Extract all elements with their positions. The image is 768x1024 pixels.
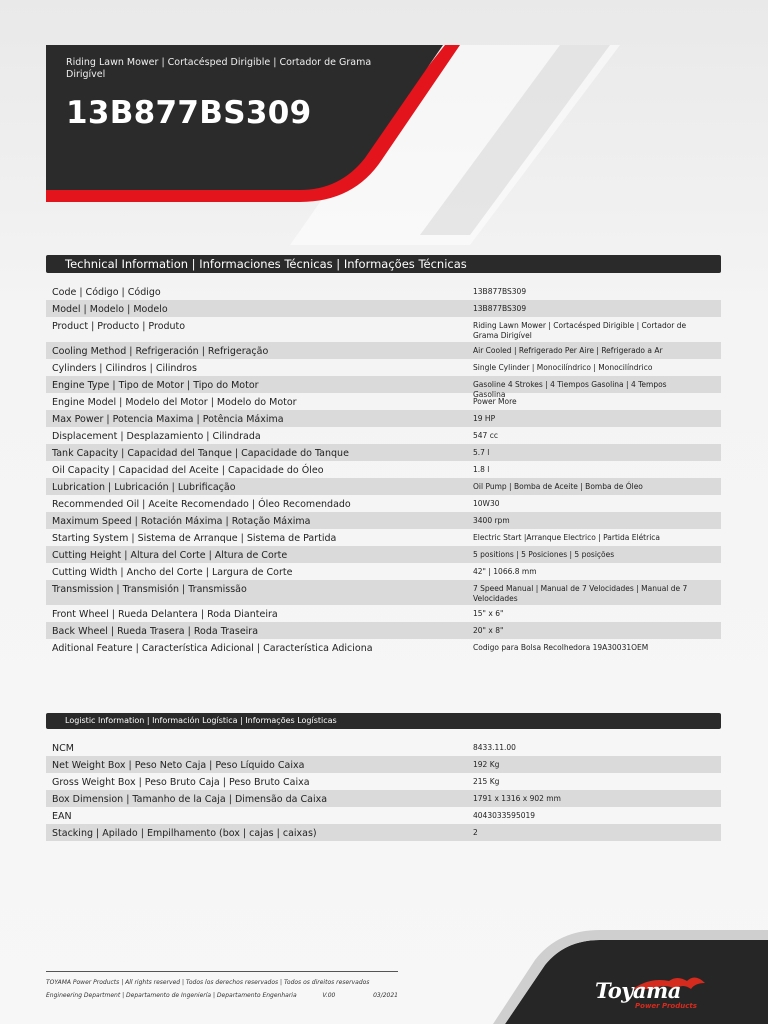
row-value: 192 Kg	[473, 760, 500, 769]
row-label: Engine Model | Modelo del Motor | Modelo do Motor	[52, 397, 297, 408]
row-label: Tank Capacity | Capacidad del Tanque | Capacidade do Tanque	[52, 448, 349, 459]
row-value: 3400 rpm	[473, 516, 510, 525]
table-row	[46, 824, 721, 841]
table-row	[46, 461, 721, 478]
row-value: 1.8 l	[473, 465, 490, 474]
row-label: Transmission | Transmisión | Transmissão	[52, 584, 247, 595]
row-label: Back Wheel | Rueda Trasera | Roda Traseira	[52, 626, 259, 637]
table-row	[46, 622, 721, 639]
row-value: Riding Lawn Mower | Cortacésped Dirigible | Cortador de Grama Dirigível	[473, 321, 687, 340]
row-label: EAN	[52, 811, 72, 822]
row-label: Aditional Feature | Característica Adicional | Característica Adiciona	[52, 643, 373, 654]
row-label: Maximum Speed | Rotación Máxima | Rotação Máxima	[52, 516, 311, 527]
table-row	[46, 639, 721, 656]
table-row	[46, 444, 721, 461]
row-label: NCM	[52, 743, 74, 754]
row-value: 42" | 1066.8 mm	[473, 567, 537, 576]
row-value: 4043033595019	[473, 811, 536, 820]
row-label: Displacement | Desplazamiento | Cilindrada	[52, 431, 261, 442]
table-row	[46, 756, 721, 773]
row-label: Code | Código | Código	[52, 287, 161, 298]
table-row	[46, 478, 721, 495]
logo-name: Toyama	[595, 978, 681, 1003]
table-row	[46, 546, 721, 563]
footer-rights: TOYAMA Power Products | All rights reserved | Todos los derechos reservados | Todos os direitos reservados	[46, 979, 370, 986]
table-row	[46, 359, 721, 376]
table-row	[46, 300, 721, 317]
table-row	[46, 376, 721, 399]
row-label: Lubrication | Lubricación | Lubrificação	[52, 482, 236, 493]
row-label: Cylinders | Cilindros | Cilindros	[52, 363, 197, 374]
table-row	[46, 807, 721, 824]
product-code-title: 13B877BS309	[66, 95, 312, 131]
table-row	[46, 790, 721, 807]
row-value: 20" x 8"	[473, 626, 504, 635]
footer-department-line	[46, 989, 398, 1002]
row-label: Stacking | Apilado | Empilhamento (box | cajas | caixas)	[52, 828, 317, 839]
row-label: Box Dimension | Tamanho de la Caja | Dimensão da Caixa	[52, 794, 328, 805]
technical-info-table	[46, 283, 721, 656]
table-row	[46, 317, 721, 342]
row-label: Cooling Method | Refrigeración | Refrigeração	[52, 346, 269, 357]
table-row	[46, 512, 721, 529]
row-value: 19 HP	[473, 414, 496, 423]
footer-date: 03/2021	[373, 992, 398, 999]
toyama-logo	[595, 975, 715, 1015]
row-value: 10W30	[473, 499, 500, 508]
header	[66, 57, 386, 131]
footer	[46, 971, 398, 1002]
table-row	[46, 773, 721, 790]
footer-version: V.00	[322, 992, 336, 999]
row-value: Oil Pump | Bomba de Aceite | Bomba de Óleo	[473, 482, 643, 491]
table-row	[46, 427, 721, 444]
table-row	[46, 739, 721, 756]
row-label: Model | Modelo | Modelo	[52, 304, 168, 315]
row-value: Air Cooled | Refrigerado Per Aire | Refrigerado a Ar	[473, 346, 663, 355]
footer-department: Engineering Department | Departamento de Ingeniería | Departamento Engenharia	[46, 992, 297, 999]
row-label: Product | Producto | Produto	[52, 321, 186, 332]
table-row	[46, 342, 721, 359]
row-value: Gasoline 4 Strokes | 4 Tiempos Gasolina | 4 Tempos Gasolina	[473, 380, 667, 399]
row-value: 7 Speed Manual | Manual de 7 Velocidades | Manual de 7 Velocidades	[473, 584, 688, 603]
row-label: Starting System | Sistema de Arranque | Sistema de Partida	[52, 533, 337, 544]
row-value: 2	[473, 828, 478, 837]
row-label: Recommended Oil | Aceite Recomendado | Óleo Recomendado	[52, 499, 351, 510]
row-value: Codigo para Bolsa Recolhedora 19A30031OEM	[473, 643, 649, 652]
row-label: Cutting Height | Altura del Corte | Altura de Corte	[52, 550, 288, 561]
table-row	[46, 605, 721, 622]
row-value: 5.7 l	[473, 448, 490, 457]
row-value: Power More	[473, 397, 517, 406]
row-value: 1791 x 1316 x 902 mm	[473, 794, 561, 803]
technical-info-header: Technical Information | Informaciones Técnicas | Informações Técnicas	[46, 255, 721, 273]
logistic-info-header: Logistic Information | Información Logística | Informações Logísticas	[46, 713, 721, 729]
row-label: Front Wheel | Rueda Delantera | Roda Dianteira	[52, 609, 278, 620]
row-value: Electric Start |Arranque Electrico | Partida Elétrica	[473, 533, 661, 542]
row-label: Net Weight Box | Peso Neto Caja | Peso Líquido Caixa	[52, 760, 305, 771]
table-row	[46, 393, 721, 410]
table-row	[46, 563, 721, 580]
row-value: 13B877BS309	[473, 304, 527, 313]
row-label: Gross Weight Box | Peso Bruto Caja | Peso Bruto Caixa	[52, 777, 310, 788]
row-label: Engine Type | Tipo de Motor | Tipo do Motor	[52, 380, 259, 391]
table-row	[46, 495, 721, 512]
row-value: 15" x 6"	[473, 609, 504, 618]
table-row	[46, 283, 721, 300]
row-value: Single Cylinder | Monocilíndrico | Monocilíndrico	[473, 363, 653, 372]
row-label: Max Power | Potencia Maxima | Potência Máxima	[52, 414, 284, 425]
row-label: Oil Capacity | Capacidad del Aceite | Capacidade do Óleo	[52, 465, 324, 476]
row-value: 547 cc	[473, 431, 498, 440]
row-value: 8433.11.00	[473, 743, 516, 752]
table-row	[46, 580, 721, 605]
row-label: Cutting Width | Ancho del Corte | Largura de Corte	[52, 567, 293, 578]
product-subtitle: Riding Lawn Mower | Cortacésped Dirigible | Cortador de Grama Dirigível	[66, 57, 372, 80]
table-row	[46, 529, 721, 546]
row-value: 13B877BS309	[473, 287, 527, 296]
row-value: 5 positions | 5 Posiciones | 5 posições	[473, 550, 615, 559]
logistic-info-table	[46, 739, 721, 841]
table-row	[46, 410, 721, 427]
logo-tagline: Power Products	[635, 1002, 697, 1010]
row-value: 215 Kg	[473, 777, 500, 786]
